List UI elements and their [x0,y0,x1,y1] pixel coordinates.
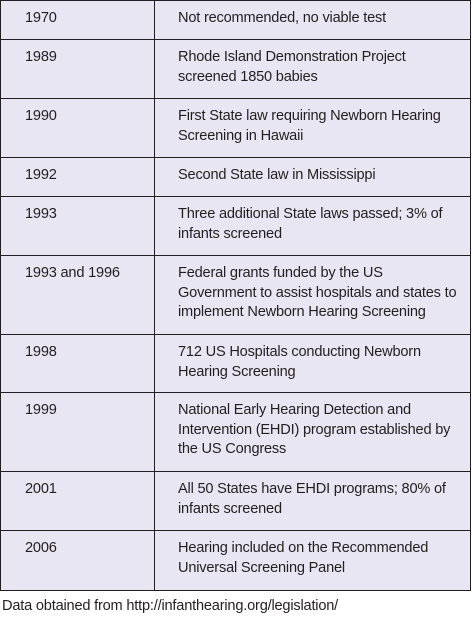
event-cell: Not recommended, no viable test [155,1,471,40]
table-row [1,335,471,393]
source-note: Data obtained from http://infanthearing.org/legislation/ [2,598,339,614]
event-cell: National Early Hearing Detection and Intervention (EHDI) program established by the US Congress [155,393,471,472]
table-row [1,158,471,197]
year-cell: 1989 [1,40,155,99]
table-row [1,393,471,472]
table-row [1,40,471,99]
event-cell: Hearing included on the Recommended Universal Screening Panel [155,531,471,591]
event-cell: Three additional State laws passed; 3% of infants screened [155,197,471,256]
year-cell: 2001 [1,472,155,531]
table-row [1,472,471,531]
year-cell: 1998 [1,335,155,393]
year-cell: 1992 [1,158,155,197]
event-cell: All 50 States have EHDI programs; 80% of infants screened [155,472,471,531]
event-cell: Rhode Island Demonstration Project screened 1850 babies [155,40,471,99]
table-row [1,197,471,256]
table-row [1,531,471,591]
event-cell: Second State law in Mississippi [155,158,471,197]
year-cell: 1999 [1,393,155,472]
table-row [1,1,471,40]
event-cell: 712 US Hospitals conducting Newborn Hearing Screening [155,335,471,393]
event-cell: First State law requiring Newborn Hearing Screening in Hawaii [155,99,471,158]
year-cell: 1993 and 1996 [1,256,155,335]
year-cell: 2006 [1,531,155,591]
year-cell: 1970 [1,1,155,40]
year-cell: 1993 [1,197,155,256]
table-row [1,99,471,158]
table-row [1,256,471,335]
year-cell: 1990 [1,99,155,158]
event-cell: Federal grants funded by the US Government to assist hospitals and states to implement Newborn Hearing Screening [155,256,471,335]
